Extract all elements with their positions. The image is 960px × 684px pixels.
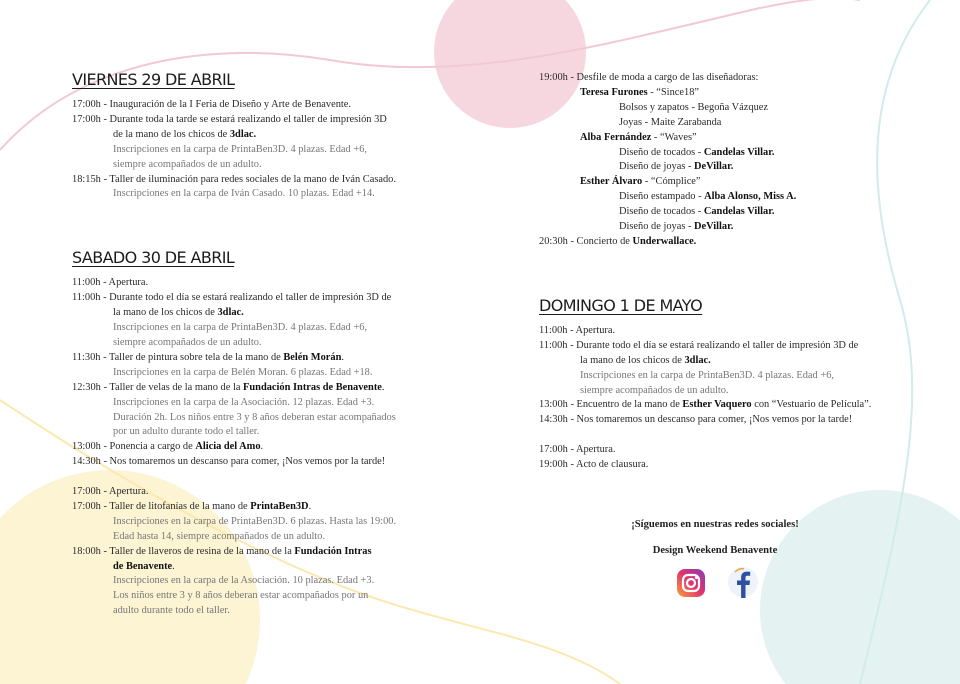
schedule-line: 17:00h - Durante toda la tarde se estará realizando el taller de impresión 3D	[72, 113, 387, 125]
schedule-line: 11:30h - Taller de pintura sobre tela de la mano de Belén Morán.	[72, 351, 344, 363]
organizer-name: Fundación Intras	[294, 545, 372, 557]
heading-domingo: DOMINGO 1 DE MAYO	[539, 295, 703, 315]
schedule-note: Inscripciones en la carpa de PrintaBen3D. 6 plazas. Hasta las 19:00.	[113, 515, 397, 527]
social-handle: Design Weekend Benavente	[652, 545, 778, 556]
schedule-line: 19:00h - Desfile de moda a cargo de las diseñadoras:	[539, 72, 759, 83]
designer-line: Esther Álvaro - “Cómplice”	[580, 176, 701, 188]
schedule-note: Inscripciones en la carpa de la Asociación. 10 plazas. Edad +3.	[113, 575, 375, 587]
credit-line: Diseño de joyas - DeVillar.	[619, 161, 734, 173]
schedule-note: Inscripciones en la carpa de Iván Casado. 10 plazas. Edad +14.	[113, 188, 375, 200]
organizer-name: PrintaBen3D	[250, 500, 309, 512]
schedule-line: 11:00h - Durante todo el día se estará realizando el taller de impresión 3D de	[72, 292, 392, 304]
designer-line: Alba Fernández - “Waves”	[580, 131, 697, 143]
schedule-line: de la mano de los chicos de 3dlac.	[113, 128, 257, 140]
schedule-line: 19:00h - Acto de clausura.	[539, 459, 649, 471]
schedule-line: 20:30h - Concierto de Underwallace.	[539, 235, 697, 247]
heading-viernes: VIERNES 29 DE ABRIL	[72, 70, 235, 89]
organizer-name: 3dlac.	[229, 128, 257, 140]
schedule-line: 12:30h - Taller de velas de la mano de la Fundación Intras de Benavente.	[72, 381, 385, 393]
schedule-note: Inscripciones en la carpa de PrintaBen3D. 4 plazas. Edad +6,	[113, 143, 367, 155]
schedule-line: 17:00h - Apertura.	[539, 444, 616, 456]
credit-line: Diseño de tocados - Candelas Villar.	[619, 206, 775, 218]
designer-name: Esther Álvaro	[580, 176, 643, 188]
schedule-note: siempre acompañados de un adulto.	[113, 158, 262, 170]
right-column	[539, 71, 939, 473]
organizer-name: de Benavente	[113, 560, 173, 572]
schedule-line: 14:30h - Nos tomaremos un descanso para comer, ¡Nos vemos por la tarde!	[72, 456, 386, 468]
schedule-line: 13:00h - Encuentro de la mano de Esther Vaquero con “Vestuario de Película”.	[539, 399, 872, 411]
band-name: Underwallace.	[632, 235, 697, 247]
facebook-icon[interactable]	[726, 564, 760, 602]
instagram-icon[interactable]	[674, 566, 708, 600]
schedule-line: 18:15h - Taller de iluminación para redes sociales de la mano de Iván Casado.	[72, 173, 396, 185]
organizer-name: Belén Morán	[283, 351, 342, 363]
designer-line: Teresa Furones - “Since18”	[580, 86, 699, 98]
organizer-name: Alicia del Amo	[195, 441, 261, 453]
schedule-line: de Benavente.	[113, 560, 175, 572]
schedule-note: Duración 2h. Los niños entre 3 y 8 años deberan estar acompañados	[113, 411, 396, 423]
designer-name: Alba Fernández	[580, 131, 652, 143]
schedule-line: 11:00h - Durante todo el día se estará realizando el taller de impresión 3D de	[539, 339, 859, 351]
schedule-line: 13:00h - Ponencia a cargo de Alicia del Amo.	[72, 441, 264, 453]
schedule-line: 17:00h - Taller de litofanías de la mano de PrintaBen3D.	[72, 500, 312, 512]
schedule-line: 14:30h - Nos tomaremos un descanso para comer, ¡Nos vemos por la tarde!	[539, 414, 853, 426]
schedule-note: Edad hasta 14, siempre acompañados de un adulto.	[113, 530, 326, 542]
organizer-name: 3dlac.	[217, 307, 244, 319]
credit-line: Diseño de tocados - Candelas Villar.	[619, 146, 775, 158]
schedule-note: por un adulto durante todo el taller.	[113, 426, 260, 438]
left-column	[72, 70, 512, 619]
organizer-name: 3dlac.	[684, 354, 711, 366]
schedule-note: adulto durante todo el taller.	[113, 605, 230, 617]
schedule-note: Inscripciones en la carpa de Belén Moran. 6 plazas. Edad +18.	[113, 366, 373, 378]
schedule-note: Inscripciones en la carpa de PrintaBen3D. 4 plazas. Edad +6,	[580, 369, 834, 381]
schedule-line: 11:00h - Apertura.	[72, 277, 149, 289]
schedule-note: Inscripciones en la carpa de PrintaBen3D. 4 plazas. Edad +6,	[113, 322, 367, 334]
credit-line: Joyas - Maite Zarabanda	[619, 116, 722, 128]
schedule-line: la mano de los chicos de 3dlac.	[113, 307, 244, 319]
schedule-note: Inscripciones en la carpa de la Asociación. 12 plazas. Edad +3.	[113, 396, 375, 408]
schedule-line: 17:00h - Inauguración de la I Feria de Diseño y Arte de Benavente.	[72, 99, 352, 110]
schedule-line: la mano de los chicos de 3dlac.	[580, 354, 711, 366]
organizer-name: Esther Vaquero	[682, 399, 752, 411]
designer-name: Teresa Furones	[580, 86, 648, 98]
schedule-line: 11:00h - Apertura.	[539, 324, 616, 336]
schedule-note: Los niños entre 3 y 8 años deberan estar acompañados por un	[113, 590, 369, 602]
schedule-line: 18:00h - Taller de llaveros de resina de la mano de la Fundación Intras	[72, 545, 372, 557]
credit-line: Diseño de joyas - DeVillar.	[619, 221, 734, 233]
schedule-note: siempre acompañados de un adulto.	[580, 384, 729, 396]
schedule-note: siempre acompañados de un adulto.	[113, 336, 262, 348]
credit-line: Diseño estampado - Alba Alonso, Miss A.	[619, 191, 797, 203]
credit-line: Bolsos y zapatos - Begoña Vázquez	[619, 101, 768, 113]
schedule-line: 17:00h - Apertura.	[72, 486, 149, 498]
heading-sabado: SABADO 30 DE ABRIL	[72, 248, 235, 268]
organizer-name: Fundación Intras de Benavente	[243, 381, 382, 393]
social-title: ¡Síguemos en nuestras redes sociales!	[631, 519, 799, 530]
